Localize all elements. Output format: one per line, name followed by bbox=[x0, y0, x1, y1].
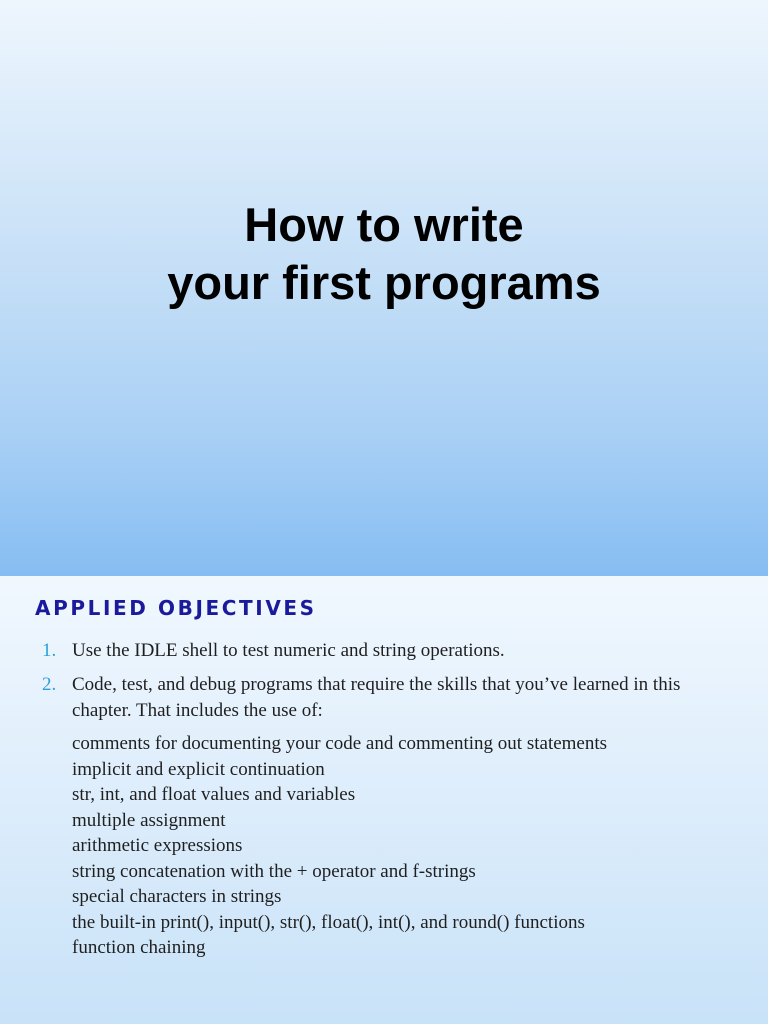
objective-number: 1. bbox=[42, 640, 57, 661]
title-line: your first programs bbox=[167, 256, 601, 309]
skill-item: function chaining bbox=[72, 937, 206, 958]
skill-item: implicit and explicit continuation bbox=[72, 758, 325, 780]
skill-item: str, int, and float values and variables bbox=[72, 784, 356, 805]
objectives-slide bbox=[0, 576, 768, 1024]
skill-item: string concatenation with the + operator and f-strings bbox=[72, 860, 476, 882]
skill-item: multiple assignment bbox=[72, 809, 226, 831]
skill-item: the built-in print(), input(), str(), float(), int(), and round() functions bbox=[72, 911, 585, 933]
slide-title bbox=[0, 196, 768, 312]
skill-item: arithmetic expressions bbox=[72, 835, 243, 856]
objective-item bbox=[42, 672, 742, 724]
objective-text: Code, test, and debug programs that require the skills that you’ve learned in this chapter. That includes the use of: bbox=[72, 674, 681, 721]
skill-item: comments for documenting your code and commenting out statements bbox=[72, 733, 608, 754]
objective-number: 2. bbox=[42, 674, 57, 695]
objectives-heading: APPLIED OBJECTIVES bbox=[35, 596, 317, 620]
skill-item: special characters in strings bbox=[72, 886, 282, 907]
skills-list bbox=[42, 731, 742, 961]
objective-text: Use the IDLE shell to test numeric and string operations. bbox=[72, 640, 505, 661]
title-line: How to write bbox=[244, 198, 524, 251]
objective-item bbox=[42, 638, 742, 664]
objectives-list bbox=[42, 638, 742, 961]
